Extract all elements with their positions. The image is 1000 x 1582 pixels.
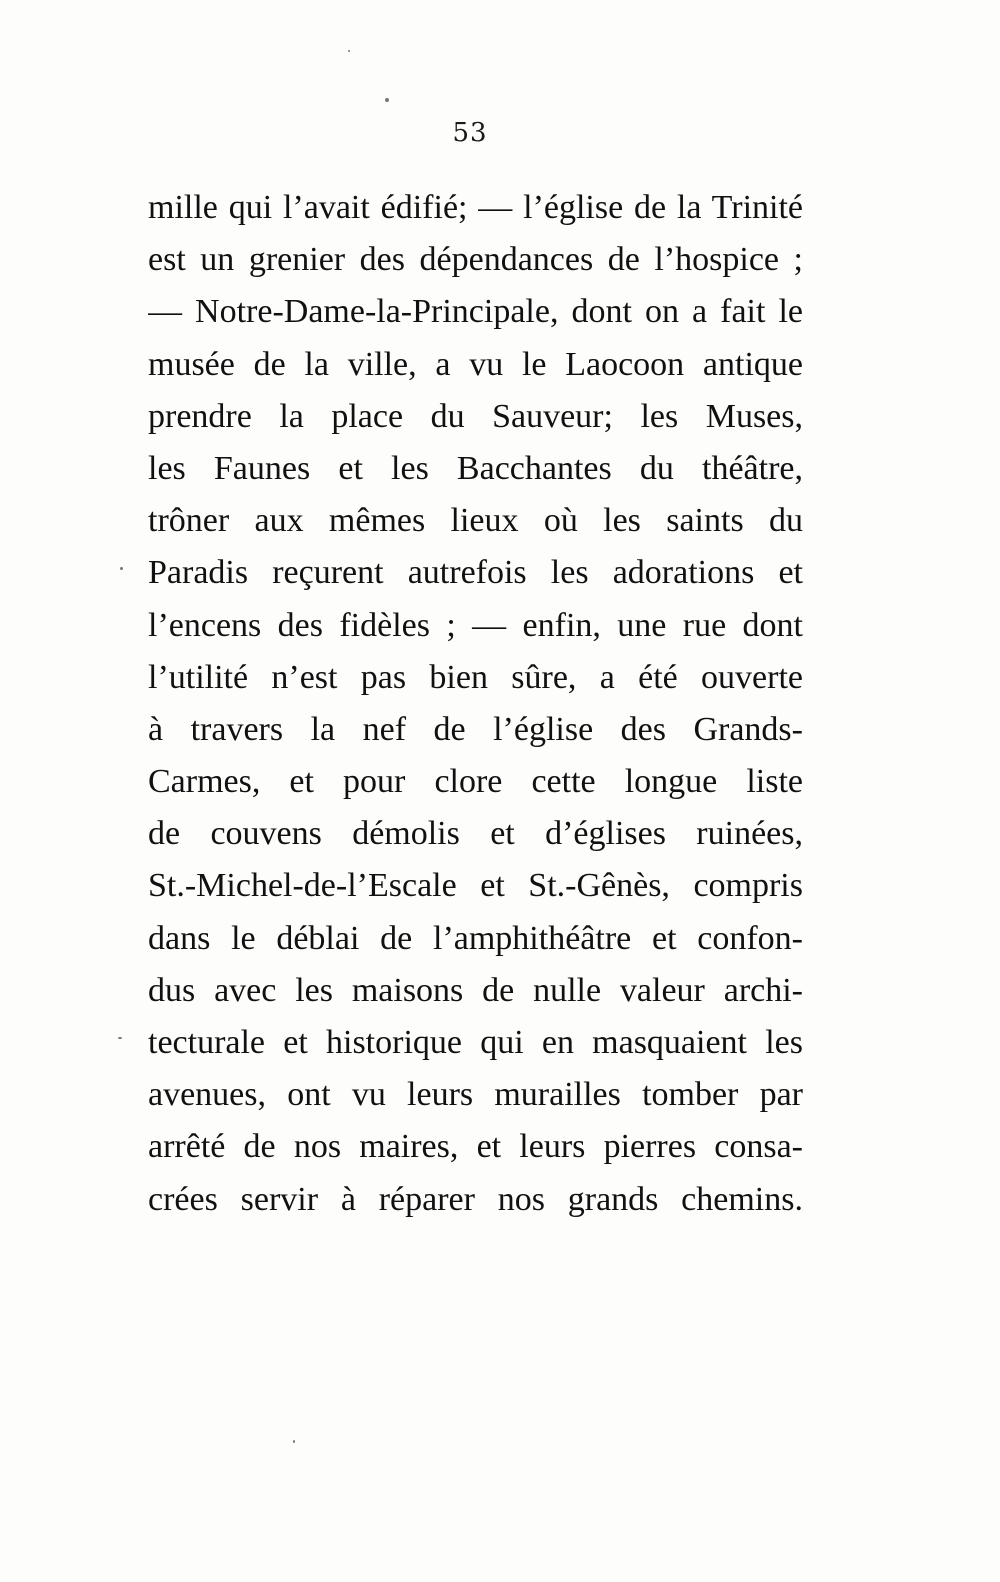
text-line: trôner aux mêmes lieux où les saints du xyxy=(148,502,803,540)
text-line: St.-Michel-de-l’Escale et St.-Gênès, compris xyxy=(148,867,803,905)
text-line: dus avec les maisons de nulle valeur archi- xyxy=(148,971,803,1009)
body-text xyxy=(148,182,803,1226)
page-number: 53 xyxy=(452,118,488,148)
text-line: musée de la ville, a vu le Laocoon antique xyxy=(148,345,803,383)
text-line: dans le déblai de l’amphithéâtre et confon- xyxy=(148,919,803,957)
text-line: prendre la place du Sauveur; les Muses, xyxy=(148,397,803,435)
text-line: Paradis reçurent autrefois les adorations et xyxy=(148,554,803,592)
text-line: mille qui l’avait édifié; — l’église de la Trinité xyxy=(148,189,803,226)
text-line: est un grenier des dépendances de l’hospice ; xyxy=(148,241,803,279)
text-line: l’encens des fidèles ; — enfin, une rue dont xyxy=(148,606,803,644)
text-line: avenues, ont vu leurs murailles tomber par xyxy=(148,1076,803,1114)
text-line: les Faunes et les Bacchantes du théâtre, xyxy=(148,449,803,487)
text-line: crées servir à réparer nos grands chemins. xyxy=(148,1180,803,1218)
print-speck xyxy=(120,567,123,570)
text-line: tecturale et historique qui en masquaient les xyxy=(148,1024,803,1061)
text-line: de couvens démolis et d’églises ruinées, xyxy=(148,815,803,853)
text-line: l’utilité n’est pas bien sûre, a été ouverte xyxy=(148,658,803,696)
text-line: arrêté de nos maires, et leurs pierres consa- xyxy=(148,1128,803,1166)
print-speck xyxy=(385,98,389,102)
text-line: à travers la nef de l’église des Grands- xyxy=(148,710,803,748)
text-line: — Notre-Dame-la-Principale, dont on a fait le xyxy=(148,293,803,331)
print-speck xyxy=(348,50,350,52)
text-line: Carmes, et pour clore cette longue liste xyxy=(148,763,803,801)
print-speck xyxy=(293,1440,295,1443)
print-speck xyxy=(118,1037,122,1039)
